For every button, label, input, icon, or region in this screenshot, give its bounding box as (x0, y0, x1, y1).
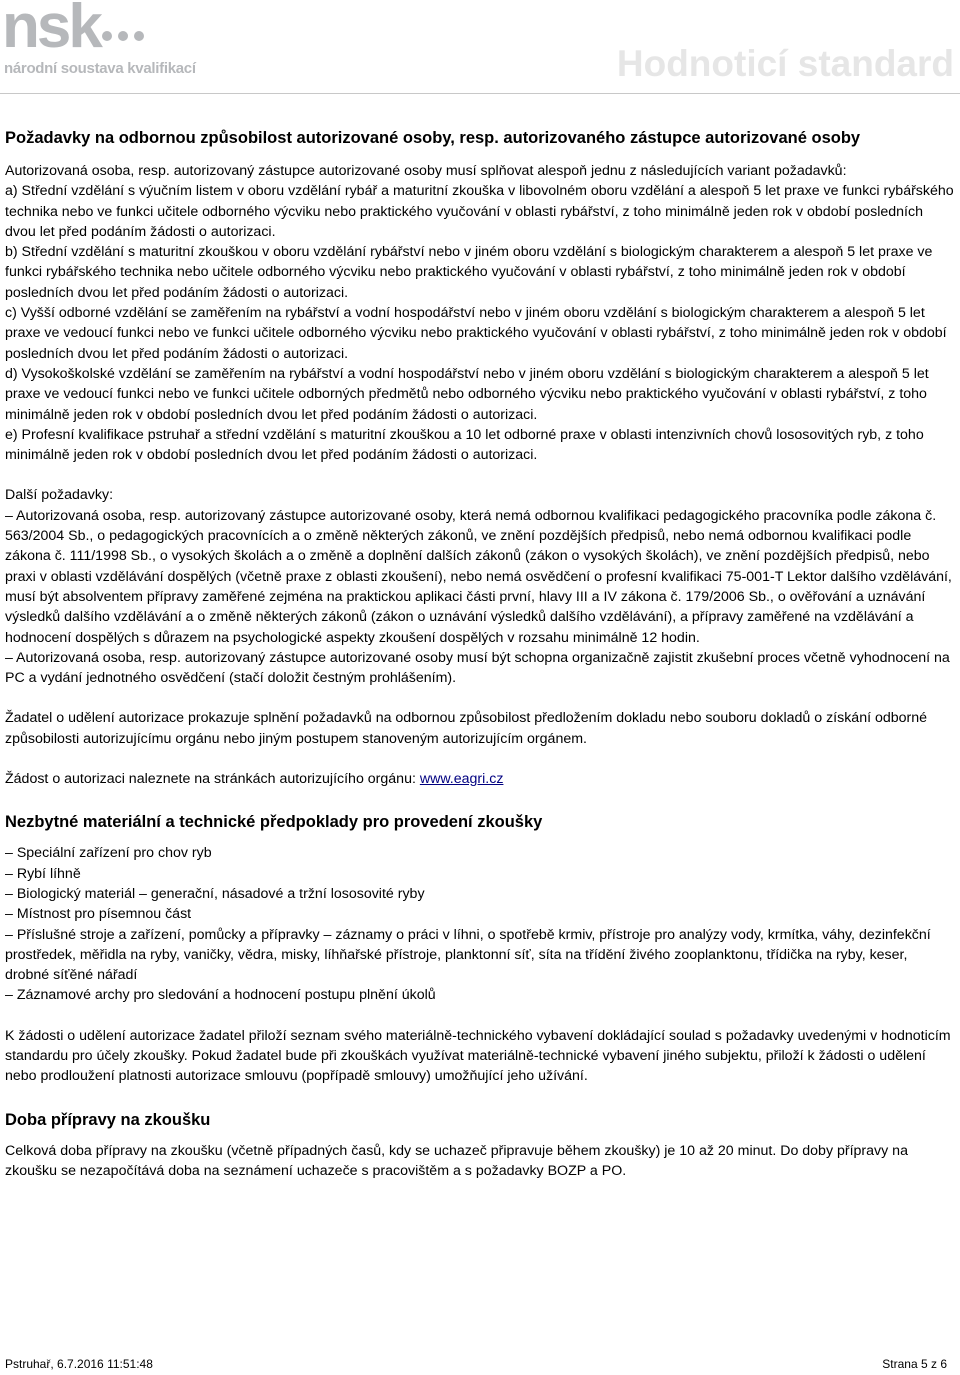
header-divider (0, 93, 960, 94)
material-heading: Nezbytné materiální a technické předpoklady pro provedení zkoušky (5, 813, 543, 832)
requirements-heading: Požadavky na odbornou způsobilost autorizované osoby, resp. autorizovaného zástupce autorizované osoby (5, 129, 861, 147)
material-item-2: – Rybí líhně (5, 865, 81, 882)
logo-subtitle: národní soustava kvalifikací (4, 60, 196, 77)
material-item-4: – Místnost pro písemnou část (5, 906, 192, 923)
requirements-intro: Autorizovaná osoba, resp. autorizovaný zástupce autorizované osoby musí splňovat alespoň jednu z následujících variant požadavků: (5, 163, 847, 179)
nsk-logo (2, 2, 217, 87)
variant-e: e) Profesní kvalifikace pstruhař a střední vzdělání s maturitní zkouškou a 10 let odborné praxe v oblasti intenzivních chovů lososovitých ryb, z toho minimálně jeden rok v období posledních dvou let před podáním žádosti o autorizaci. (5, 426, 924, 464)
further-requirement-1: – Autorizovaná osoba, resp. autorizovaný zástupce autorizované osoby, která nemá odbornou kvalifikaci pedagogického pracovníka podle zákona č. 563/2004 Sb., o pedagogických pracovnících a o změně některých zákonů, ve znění pozdějších předpisů, nebo nemá odbornou kvalifikaci podle zákona č. 111/1998 Sb., o vysokých školách a o změně a doplnění dalších zákonů (zákon o vysokých školách), ve znění pozdějších předpisů, nebo praxi v oblasti vzdělávání dospělých (včetně praxe z oblasti zkoušení), nebo nemá osvědčení o profesní kvalifikaci 75-001-T Lektor dalšího vzdělávání, musí být absolventem přípravy zaměřené zejména na praktickou aplikaci části první, hlavy III a IV zákona č. 179/2006 Sb., o ověřování a uznávání výsledků dalšího vzdělávání a o změně některých zákonů (zákon o uznávání výsledků dalšího vzdělávání), a přípravy zaměřené na vzdělávání a hodnocení dospělých s důrazem na psychologické aspekty zkoušení dospělých v rozsahu minimálně 12 hodin. (5, 507, 952, 646)
variant-a: a) Střední vzdělání s výučním listem v oboru vzdělání rybář a maturitní zkouška v libovolném oboru vzdělání a alespoň 5 let praxe ve funkci rybářského technika nebo ve funkci učitele odborného výcviku nebo praktického vyučování v oblasti rybářství, z toho minimálně jeden rok v období posledních dvou let před podáním žádosti o autorizaci. (5, 183, 954, 240)
material-item-6: – Záznamové archy pro sledování a hodnocení postupu plnění úkolů (5, 987, 436, 1004)
variant-b: b) Střední vzdělání s maturitní zkouškou v oboru vzdělání rybářství nebo v jiném oboru vzdělání s biologickým charakterem a alespoň 5 let praxe ve funkci rybářského technika nebo učitele odborného výcviku nebo praktického vyučování v oblasti rybářství, z toho minimálně jeden rok v období posledních dvou let před podáním žádosti o autorizaci. (5, 244, 933, 301)
eagri-link[interactable]: www.eagri.cz (419, 771, 504, 788)
page-header (0, 0, 960, 95)
material-item-3: – Biologický materiál – generační, násadové a tržní lososovité ryby (5, 885, 425, 902)
material-note: K žádosti o udělení autorizace žadatel přiloží seznam svého materiálně-technického vybavení dokládající soulad s požadavky uvedenými v hodnoticím standardu pro účely zkoušky. Pokud žadatel bude při zkouškách využívat materiálně-technické vybavení jiného subjektu, přiloží k žádosti o udělení nebo prodloužení platnosti autorizace smlouvu (popřípadě smlouvy) umožňující jeho užívání. (5, 1027, 951, 1085)
document-title: Hodnoticí standard (616, 43, 954, 84)
application-text: Žádost o autorizaci naleznete na stránkách autorizujícího orgánu: (5, 771, 420, 788)
page-content (5, 127, 955, 1181)
material-item-5: – Příslušné stroje a zařízení, pomůcky a přípravky – záznamy o práci v líhni, o spotřebě krmiv, přístroje pro analýzy vody, krmítka, váhy, dezinfekční prostředek, měřidla na ryby, vaničky, vědra, misky, líhňařské přístroje, planktonní síť, síta na třídění živého zooplanktonu, třídička na ryby, keser, drobné síťěné nářadí (5, 926, 931, 984)
application-paragraph (5, 769, 955, 789)
logo-dots-icon (102, 28, 150, 46)
footer-page-number: Strana 5 z 6 (882, 1357, 947, 1371)
prep-heading: Doba přípravy na zkoušku (5, 1110, 211, 1129)
footer-document-info: Pstruhař, 6.7.2016 11:51:48 (5, 1357, 153, 1371)
further-requirements-label: Další požadavky: (5, 487, 114, 504)
variant-c: c) Vyšší odborné vzdělání se zaměřením na rybářství a vodní hospodářství nebo v jiném oboru vzdělání s biologickým charakterem a alespoň 5 let praxe ve vedoucí funkci nebo ve funkci učitele odborného výcviku nebo praktického vyučování v oblasti rybářství, z toho minimálně jeden rok v období posledních dvou let před podáním žádosti o autorizaci. (5, 305, 947, 362)
further-requirement-2: – Autorizovaná osoba, resp. autorizovaný zástupce autorizované osoby musí být schopna organizačně zajistit zkušební proces včetně vyhodnocení na PC a vydání jednotného osvědčení (stačí doložit čestným prohlášením). (5, 649, 950, 687)
variant-d: d) Vysokoškolské vzdělání se zaměřením na rybářství a vodní hospodářství nebo v jiném oboru vzdělání s biologickým charakterem a alespoň 5 let praxe ve vedoucí funkci nebo ve funkci učitele odborných předmětů nebo odborného výcviku nebo praktického vyučování v oblasti rybářství, z toho minimálně jeden rok v období posledních dvou let před podáním žádosti o autorizaci. (5, 365, 929, 423)
material-item-1: – Speciální zařízení pro chov ryb (5, 845, 212, 862)
prep-text: Celková doba přípravy na zkoušku (včetně případných časů, kdy se uchazeč připravuje během zkoušky) je 10 až 20 minut. Do doby přípravy na zkoušku se nezapočítává doba na seznámení uchazeče s pracovištěm a s požadavky BOZP a PO. (5, 1142, 908, 1179)
logo-text: nsk (2, 0, 100, 61)
proof-paragraph: Žadatel o udělení autorizace prokazuje splnění požadavků na odbornou způsobilost předložením dokladu nebo souboru dokladů o získání odborné způsobilosti autorizujícímu orgánu nebo jiným postupem stanoveným autorizujícím orgánem. (5, 710, 928, 747)
